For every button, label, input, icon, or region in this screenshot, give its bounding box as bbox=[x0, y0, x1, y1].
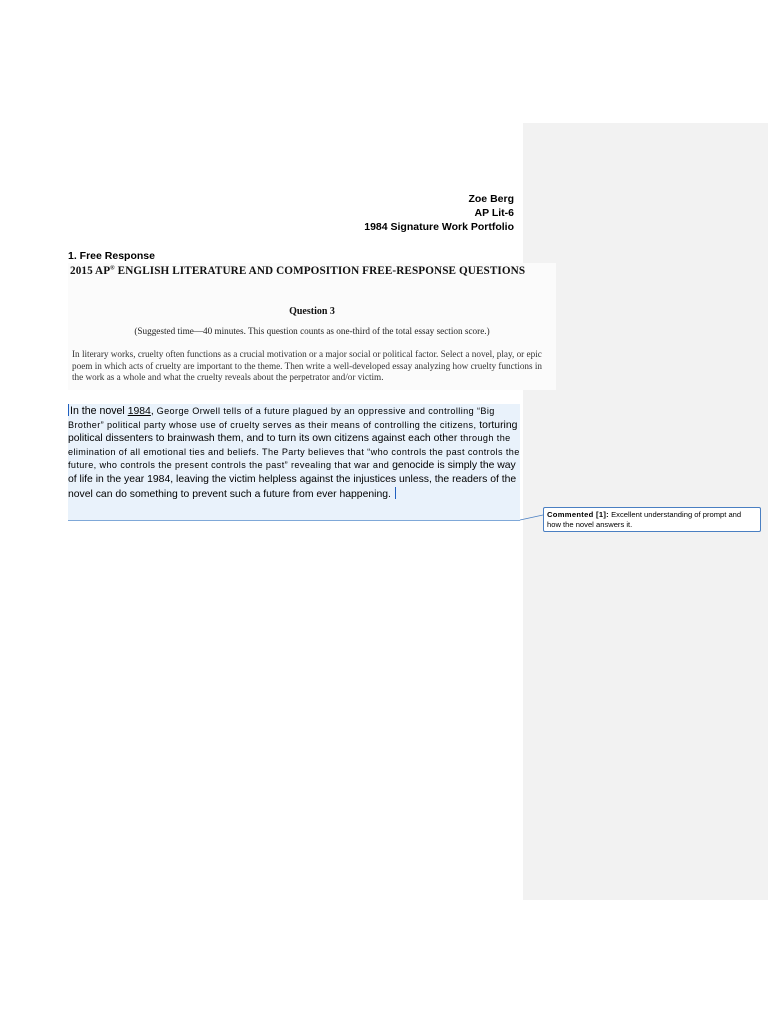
comment-range-start-marker bbox=[68, 404, 69, 416]
essay-lead: In the novel bbox=[70, 405, 128, 417]
prompt-image bbox=[68, 263, 556, 390]
novel-title: 1984 bbox=[127, 406, 151, 417]
essay-paragraph[interactable] bbox=[68, 404, 520, 521]
comment-text: Excellent understanding of prompt and how the novel answers it. bbox=[547, 510, 742, 529]
document-header bbox=[364, 192, 514, 234]
essay-comma: , bbox=[150, 406, 157, 417]
section-heading: 1. Free Response bbox=[68, 250, 155, 262]
essay-part-1: George Orwell tells of a future plagued by an oppressive and controlling “Big Brother” political party whose use of cruelty serves as their means of controlling the citizens, bbox=[68, 406, 495, 430]
course-name: AP Lit-6 bbox=[474, 207, 514, 219]
registered-mark: ® bbox=[110, 265, 115, 272]
comment-range-end-marker bbox=[395, 487, 396, 499]
time-note: (Suggested time—40 minutes. This question counts as one-third of the total essay section score.) bbox=[134, 326, 490, 336]
author-name: Zoe Berg bbox=[468, 193, 514, 205]
essay-part-4: genocide is simply the way of life in the year 1984, leaving the victim helpless against the injustices unless, the readers of the novel can do something to prevent such a future from ever happening. bbox=[68, 460, 517, 500]
prompt-heading-year: 2015 AP bbox=[70, 265, 111, 277]
prompt-heading bbox=[70, 265, 554, 277]
portfolio-title: 1984 Signature Work Portfolio bbox=[364, 221, 514, 233]
question-title: Question 3 bbox=[289, 306, 335, 317]
prompt-heading-rest: ENGLISH LITERATURE AND COMPOSITION FREE-RESPONSE QUESTIONS bbox=[114, 265, 526, 277]
comment-balloon[interactable] bbox=[543, 507, 761, 532]
prompt-body: In literary works, cruelty often functions as a crucial motivation or a major social or political factor. Select a novel, play, or epic poem in which acts of cruelty are important to the theme. Then write a well-developed essay analyzing how cruelty functions in the work as a whole and what the cruelty reveals about the perpetrator and/or victim. bbox=[72, 349, 543, 382]
essay-part-3: through the elimination of all emotional ties and beliefs. The Party believes that “who controls the past controls the future, who controls the present controls the past” revealing that war and bbox=[68, 433, 520, 471]
essay-part-2: torturing political dissenters to brainwash them, and to turn its own citizens against each other bbox=[68, 419, 518, 445]
comment-author: Commented [1]: bbox=[547, 510, 609, 519]
